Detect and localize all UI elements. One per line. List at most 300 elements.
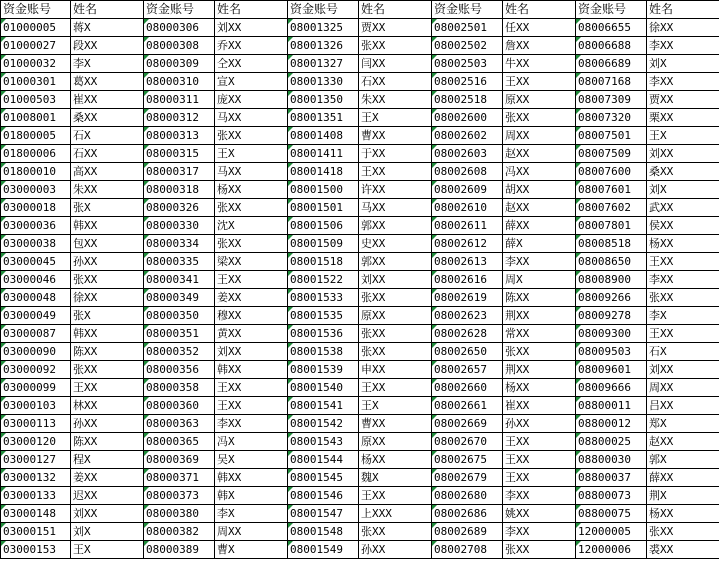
name-cell[interactable]: 杨XX: [359, 451, 432, 469]
name-cell[interactable]: 黄XX: [215, 325, 288, 343]
account-cell[interactable]: 08000313: [144, 127, 215, 145]
account-cell[interactable]: 08002689: [432, 523, 503, 541]
name-cell[interactable]: 薛XX: [503, 217, 576, 235]
name-cell[interactable]: 刘XX: [359, 271, 432, 289]
name-cell[interactable]: 周XX: [503, 127, 576, 145]
name-cell[interactable]: 仝XX: [215, 55, 288, 73]
name-cell[interactable]: 詹XX: [503, 37, 576, 55]
name-cell[interactable]: 徐XX: [647, 19, 719, 37]
account-cell[interactable]: 08001326: [288, 37, 359, 55]
name-cell[interactable]: 常XX: [503, 325, 576, 343]
name-cell[interactable]: 桑XX: [647, 163, 719, 181]
account-cell[interactable]: 08001544: [288, 451, 359, 469]
account-cell[interactable]: 03000127: [1, 451, 71, 469]
account-cell[interactable]: 08009503: [576, 343, 647, 361]
name-cell[interactable]: 刘XX: [71, 505, 144, 523]
account-cell[interactable]: 08007602: [576, 199, 647, 217]
account-cell[interactable]: 08800025: [576, 433, 647, 451]
name-cell[interactable]: 曹XX: [359, 415, 432, 433]
name-cell[interactable]: 张X: [71, 307, 144, 325]
account-cell[interactable]: 08009666: [576, 379, 647, 397]
account-cell[interactable]: 08001547: [288, 505, 359, 523]
account-cell[interactable]: 01008001: [1, 109, 71, 127]
name-cell[interactable]: 贾XX: [647, 91, 719, 109]
account-cell[interactable]: 08000335: [144, 253, 215, 271]
name-cell[interactable]: 张XX: [71, 271, 144, 289]
name-cell[interactable]: 马XX: [215, 163, 288, 181]
account-cell[interactable]: 08000365: [144, 433, 215, 451]
account-cell[interactable]: 01000301: [1, 73, 71, 91]
name-cell[interactable]: 曹XX: [359, 127, 432, 145]
name-cell[interactable]: 王X: [359, 397, 432, 415]
account-cell[interactable]: 08002650: [432, 343, 503, 361]
name-cell[interactable]: 李X: [71, 55, 144, 73]
account-cell[interactable]: 08002603: [432, 145, 503, 163]
name-cell[interactable]: 刘X: [647, 55, 719, 73]
name-cell[interactable]: 林XX: [71, 397, 144, 415]
account-cell[interactable]: 08002669: [432, 415, 503, 433]
name-cell[interactable]: 王XX: [647, 253, 719, 271]
name-cell[interactable]: 王XX: [215, 379, 288, 397]
name-cell[interactable]: 郭XX: [359, 253, 432, 271]
account-cell[interactable]: 08000341: [144, 271, 215, 289]
name-cell[interactable]: 周XX: [647, 379, 719, 397]
name-cell[interactable]: 贾XX: [359, 19, 432, 37]
account-cell[interactable]: 01000503: [1, 91, 71, 109]
account-cell[interactable]: 08000380: [144, 505, 215, 523]
account-cell[interactable]: 08001540: [288, 379, 359, 397]
name-cell[interactable]: 姜XX: [215, 289, 288, 307]
name-cell[interactable]: 李XX: [647, 73, 719, 91]
name-cell[interactable]: 牛XX: [503, 55, 576, 73]
name-cell[interactable]: 李XX: [647, 37, 719, 55]
account-cell[interactable]: 08000350: [144, 307, 215, 325]
account-cell[interactable]: 12000005: [576, 523, 647, 541]
name-cell[interactable]: 王XX: [215, 271, 288, 289]
name-cell[interactable]: 荆XX: [503, 307, 576, 325]
account-cell[interactable]: 08007600: [576, 163, 647, 181]
name-cell[interactable]: 张XX: [503, 109, 576, 127]
account-cell[interactable]: 08009601: [576, 361, 647, 379]
account-cell[interactable]: 08002602: [432, 127, 503, 145]
account-cell[interactable]: 08000371: [144, 469, 215, 487]
account-cell[interactable]: 03000092: [1, 361, 71, 379]
name-cell[interactable]: 吕XX: [647, 397, 719, 415]
name-cell[interactable]: 马XX: [215, 109, 288, 127]
name-cell[interactable]: 穆XX: [215, 307, 288, 325]
account-cell[interactable]: 08001330: [288, 73, 359, 91]
name-cell[interactable]: 赵XX: [647, 433, 719, 451]
account-cell[interactable]: 08000373: [144, 487, 215, 505]
name-cell[interactable]: 张XX: [215, 199, 288, 217]
account-cell[interactable]: 08000352: [144, 343, 215, 361]
name-cell[interactable]: 周XX: [215, 523, 288, 541]
name-cell[interactable]: 张XX: [215, 235, 288, 253]
account-cell[interactable]: 08001518: [288, 253, 359, 271]
name-cell[interactable]: 李XX: [503, 253, 576, 271]
name-cell[interactable]: 韩XX: [215, 469, 288, 487]
name-cell[interactable]: 任XX: [503, 19, 576, 37]
name-cell[interactable]: 孙XX: [359, 541, 432, 559]
name-cell[interactable]: 宣X: [215, 73, 288, 91]
name-cell[interactable]: 王X: [215, 145, 288, 163]
account-cell[interactable]: 08002708: [432, 541, 503, 559]
name-cell[interactable]: 薛XX: [647, 469, 719, 487]
name-cell[interactable]: 刘XX: [215, 343, 288, 361]
account-cell[interactable]: 08000312: [144, 109, 215, 127]
name-cell[interactable]: 侯XX: [647, 217, 719, 235]
account-cell[interactable]: 08001327: [288, 55, 359, 73]
account-cell[interactable]: 03000099: [1, 379, 71, 397]
header-name[interactable]: 姓名: [359, 1, 432, 19]
name-cell[interactable]: 杨XX: [647, 235, 719, 253]
name-cell[interactable]: 张XX: [359, 343, 432, 361]
account-cell[interactable]: 08800012: [576, 415, 647, 433]
account-cell[interactable]: 08002619: [432, 289, 503, 307]
name-cell[interactable]: 王XX: [359, 487, 432, 505]
name-cell[interactable]: 刘XX: [215, 19, 288, 37]
account-cell[interactable]: 08006689: [576, 55, 647, 73]
account-cell[interactable]: 08000317: [144, 163, 215, 181]
name-cell[interactable]: 王XX: [215, 397, 288, 415]
name-cell[interactable]: 王XX: [503, 433, 576, 451]
name-cell[interactable]: 张XX: [359, 37, 432, 55]
name-cell[interactable]: 王XX: [503, 73, 576, 91]
account-cell[interactable]: 03000153: [1, 541, 71, 559]
account-cell[interactable]: 08000315: [144, 145, 215, 163]
name-cell[interactable]: 闫XX: [359, 55, 432, 73]
account-cell[interactable]: 08002610: [432, 199, 503, 217]
name-cell[interactable]: 上XXX: [359, 505, 432, 523]
name-cell[interactable]: 栗XX: [647, 109, 719, 127]
account-cell[interactable]: 08006655: [576, 19, 647, 37]
name-cell[interactable]: 陈XX: [503, 289, 576, 307]
account-cell[interactable]: 01000032: [1, 55, 71, 73]
name-cell[interactable]: 孙XX: [71, 253, 144, 271]
account-cell[interactable]: 08001501: [288, 199, 359, 217]
name-cell[interactable]: 杨XX: [647, 505, 719, 523]
name-cell[interactable]: 王XX: [647, 325, 719, 343]
account-cell[interactable]: 08007601: [576, 181, 647, 199]
account-cell[interactable]: 08001418: [288, 163, 359, 181]
account-cell[interactable]: 08001548: [288, 523, 359, 541]
account-cell[interactable]: 08000369: [144, 451, 215, 469]
account-cell[interactable]: 08002613: [432, 253, 503, 271]
name-cell[interactable]: 王X: [71, 541, 144, 559]
name-cell[interactable]: 魏X: [359, 469, 432, 487]
account-cell[interactable]: 08001546: [288, 487, 359, 505]
account-cell[interactable]: 08002609: [432, 181, 503, 199]
name-cell[interactable]: 崔XX: [71, 91, 144, 109]
name-cell[interactable]: 张XX: [503, 343, 576, 361]
name-cell[interactable]: 孙XX: [71, 415, 144, 433]
name-cell[interactable]: 李X: [647, 307, 719, 325]
name-cell[interactable]: 石XX: [71, 145, 144, 163]
name-cell[interactable]: 张XX: [359, 289, 432, 307]
name-cell[interactable]: 刘X: [71, 523, 144, 541]
account-cell[interactable]: 08002612: [432, 235, 503, 253]
account-cell[interactable]: 08007320: [576, 109, 647, 127]
header-name[interactable]: 姓名: [503, 1, 576, 19]
name-cell[interactable]: 陈XX: [71, 343, 144, 361]
name-cell[interactable]: 原XX: [359, 433, 432, 451]
account-cell[interactable]: 08000308: [144, 37, 215, 55]
account-cell[interactable]: 08001538: [288, 343, 359, 361]
name-cell[interactable]: 朱XX: [71, 181, 144, 199]
account-cell[interactable]: 12000006: [576, 541, 647, 559]
name-cell[interactable]: 迟XX: [71, 487, 144, 505]
name-cell[interactable]: 荆X: [647, 487, 719, 505]
name-cell[interactable]: 马XX: [359, 199, 432, 217]
name-cell[interactable]: 周X: [503, 271, 576, 289]
account-cell[interactable]: 08001536: [288, 325, 359, 343]
name-cell[interactable]: 石XX: [359, 73, 432, 91]
account-cell[interactable]: 08002600: [432, 109, 503, 127]
name-cell[interactable]: 赵XX: [503, 145, 576, 163]
header-account[interactable]: 资金账号: [1, 1, 71, 19]
name-cell[interactable]: 韩X: [215, 487, 288, 505]
name-cell[interactable]: 张XX: [359, 523, 432, 541]
name-cell[interactable]: 郭X: [647, 451, 719, 469]
account-cell[interactable]: 08002680: [432, 487, 503, 505]
name-cell[interactable]: 朱XX: [359, 91, 432, 109]
name-cell[interactable]: 王XX: [71, 379, 144, 397]
account-cell[interactable]: 08000311: [144, 91, 215, 109]
account-cell[interactable]: 08000363: [144, 415, 215, 433]
header-name[interactable]: 姓名: [647, 1, 719, 19]
account-cell[interactable]: 08000309: [144, 55, 215, 73]
account-cell[interactable]: 03000003: [1, 181, 71, 199]
account-cell[interactable]: 08002675: [432, 451, 503, 469]
account-cell[interactable]: 08001411: [288, 145, 359, 163]
name-cell[interactable]: 李XX: [503, 523, 576, 541]
account-cell[interactable]: 03000048: [1, 289, 71, 307]
account-cell[interactable]: 08002679: [432, 469, 503, 487]
name-cell[interactable]: 刘X: [647, 181, 719, 199]
account-cell[interactable]: 03000049: [1, 307, 71, 325]
account-cell[interactable]: 08001535: [288, 307, 359, 325]
name-cell[interactable]: 张XX: [647, 523, 719, 541]
account-cell[interactable]: 08006688: [576, 37, 647, 55]
name-cell[interactable]: 郭XX: [359, 217, 432, 235]
name-cell[interactable]: 吴X: [215, 451, 288, 469]
name-cell[interactable]: 史XX: [359, 235, 432, 253]
name-cell[interactable]: 程X: [71, 451, 144, 469]
account-cell[interactable]: 08002502: [432, 37, 503, 55]
account-cell[interactable]: 03000120: [1, 433, 71, 451]
account-cell[interactable]: 08002516: [432, 73, 503, 91]
name-cell[interactable]: 荆XX: [503, 361, 576, 379]
name-cell[interactable]: 徐XX: [71, 289, 144, 307]
name-cell[interactable]: 王X: [359, 109, 432, 127]
name-cell[interactable]: 李XX: [647, 271, 719, 289]
account-cell[interactable]: 08000382: [144, 523, 215, 541]
account-cell[interactable]: 08000358: [144, 379, 215, 397]
account-cell[interactable]: 08001542: [288, 415, 359, 433]
account-cell[interactable]: 08001500: [288, 181, 359, 199]
account-cell[interactable]: 08007509: [576, 145, 647, 163]
header-name[interactable]: 姓名: [71, 1, 144, 19]
account-cell[interactable]: 08009278: [576, 307, 647, 325]
account-cell[interactable]: 08000326: [144, 199, 215, 217]
name-cell[interactable]: 冯X: [215, 433, 288, 451]
name-cell[interactable]: 张XX: [503, 541, 576, 559]
account-cell[interactable]: 08000349: [144, 289, 215, 307]
account-cell[interactable]: 08002686: [432, 505, 503, 523]
account-cell[interactable]: 08001541: [288, 397, 359, 415]
name-cell[interactable]: 陈XX: [71, 433, 144, 451]
account-cell[interactable]: 03000018: [1, 199, 71, 217]
name-cell[interactable]: 王XX: [503, 469, 576, 487]
name-cell[interactable]: 郑X: [647, 415, 719, 433]
name-cell[interactable]: 武XX: [647, 199, 719, 217]
account-cell[interactable]: 08002611: [432, 217, 503, 235]
name-cell[interactable]: 乔XX: [215, 37, 288, 55]
account-cell[interactable]: 08002628: [432, 325, 503, 343]
account-cell[interactable]: 08000360: [144, 397, 215, 415]
name-cell[interactable]: 张XX: [71, 361, 144, 379]
account-cell[interactable]: 08001408: [288, 127, 359, 145]
header-account[interactable]: 资金账号: [144, 1, 215, 19]
account-cell[interactable]: 03000087: [1, 325, 71, 343]
account-cell[interactable]: 03000038: [1, 235, 71, 253]
account-cell[interactable]: 08002670: [432, 433, 503, 451]
name-cell[interactable]: 梁XX: [215, 253, 288, 271]
account-cell[interactable]: 08000356: [144, 361, 215, 379]
name-cell[interactable]: 王X: [647, 127, 719, 145]
account-cell[interactable]: 08001509: [288, 235, 359, 253]
header-account[interactable]: 资金账号: [288, 1, 359, 19]
account-cell[interactable]: 03000046: [1, 271, 71, 289]
account-cell[interactable]: 08001539: [288, 361, 359, 379]
account-cell[interactable]: 08002661: [432, 397, 503, 415]
account-cell[interactable]: 03000113: [1, 415, 71, 433]
account-cell[interactable]: 08008900: [576, 271, 647, 289]
name-cell[interactable]: 石X: [647, 343, 719, 361]
account-cell[interactable]: 08800030: [576, 451, 647, 469]
name-cell[interactable]: 冯XX: [503, 163, 576, 181]
name-cell[interactable]: 桑XX: [71, 109, 144, 127]
account-cell[interactable]: 08000330: [144, 217, 215, 235]
account-cell[interactable]: 01000027: [1, 37, 71, 55]
name-cell[interactable]: 于XX: [359, 145, 432, 163]
name-cell[interactable]: 原XX: [503, 91, 576, 109]
name-cell[interactable]: 高XX: [71, 163, 144, 181]
account-cell[interactable]: 03000148: [1, 505, 71, 523]
account-cell[interactable]: 08007501: [576, 127, 647, 145]
account-cell[interactable]: 08000389: [144, 541, 215, 559]
account-cell[interactable]: 08800037: [576, 469, 647, 487]
name-cell[interactable]: 蒋X: [71, 19, 144, 37]
account-cell[interactable]: 08007801: [576, 217, 647, 235]
name-cell[interactable]: 姚XX: [503, 505, 576, 523]
name-cell[interactable]: 申XX: [359, 361, 432, 379]
account-cell[interactable]: 08001545: [288, 469, 359, 487]
account-cell[interactable]: 08000306: [144, 19, 215, 37]
name-cell[interactable]: 韩XX: [215, 361, 288, 379]
name-cell[interactable]: 王XX: [359, 163, 432, 181]
name-cell[interactable]: 沈X: [215, 217, 288, 235]
account-cell[interactable]: 08000318: [144, 181, 215, 199]
name-cell[interactable]: 刘XX: [647, 145, 719, 163]
name-cell[interactable]: 张XX: [215, 127, 288, 145]
account-cell[interactable]: 03000045: [1, 253, 71, 271]
name-cell[interactable]: 韩XX: [71, 217, 144, 235]
account-cell[interactable]: 01800010: [1, 163, 71, 181]
account-cell[interactable]: 08000351: [144, 325, 215, 343]
account-cell[interactable]: 08001549: [288, 541, 359, 559]
name-cell[interactable]: 李X: [215, 505, 288, 523]
account-cell[interactable]: 08008518: [576, 235, 647, 253]
header-account[interactable]: 资金账号: [432, 1, 503, 19]
account-cell[interactable]: 03000132: [1, 469, 71, 487]
name-cell[interactable]: 原XX: [359, 307, 432, 325]
account-cell[interactable]: 08007309: [576, 91, 647, 109]
account-cell[interactable]: 08001506: [288, 217, 359, 235]
account-cell[interactable]: 08002518: [432, 91, 503, 109]
account-cell[interactable]: 08000334: [144, 235, 215, 253]
account-cell[interactable]: 01000005: [1, 19, 71, 37]
account-cell[interactable]: 08001522: [288, 271, 359, 289]
name-cell[interactable]: 王XX: [503, 451, 576, 469]
name-cell[interactable]: 胡XX: [503, 181, 576, 199]
name-cell[interactable]: 姜XX: [71, 469, 144, 487]
account-cell[interactable]: 08002608: [432, 163, 503, 181]
name-cell[interactable]: 曹X: [215, 541, 288, 559]
account-cell[interactable]: 08000310: [144, 73, 215, 91]
account-cell[interactable]: 08002501: [432, 19, 503, 37]
account-cell[interactable]: 08008650: [576, 253, 647, 271]
account-cell[interactable]: 03000036: [1, 217, 71, 235]
name-cell[interactable]: 赵XX: [503, 199, 576, 217]
name-cell[interactable]: 薛X: [503, 235, 576, 253]
account-cell[interactable]: 08002623: [432, 307, 503, 325]
name-cell[interactable]: 刘XX: [647, 361, 719, 379]
name-cell[interactable]: 李XX: [215, 415, 288, 433]
account-cell[interactable]: 08800073: [576, 487, 647, 505]
account-cell[interactable]: 08001351: [288, 109, 359, 127]
name-cell[interactable]: 李XX: [503, 487, 576, 505]
name-cell[interactable]: 许XX: [359, 181, 432, 199]
name-cell[interactable]: 包XX: [71, 235, 144, 253]
account-cell[interactable]: 08009300: [576, 325, 647, 343]
account-cell[interactable]: 08002657: [432, 361, 503, 379]
account-cell[interactable]: 01800006: [1, 145, 71, 163]
name-cell[interactable]: 裘XX: [647, 541, 719, 559]
account-cell[interactable]: 08002616: [432, 271, 503, 289]
account-cell[interactable]: 08009266: [576, 289, 647, 307]
name-cell[interactable]: 孙XX: [503, 415, 576, 433]
account-cell[interactable]: 08001325: [288, 19, 359, 37]
account-cell[interactable]: 08002503: [432, 55, 503, 73]
name-cell[interactable]: 韩XX: [71, 325, 144, 343]
account-cell[interactable]: 08001350: [288, 91, 359, 109]
account-cell[interactable]: 08001533: [288, 289, 359, 307]
account-cell[interactable]: 08001543: [288, 433, 359, 451]
name-cell[interactable]: 杨XX: [503, 379, 576, 397]
name-cell[interactable]: 张X: [71, 199, 144, 217]
account-cell[interactable]: 03000103: [1, 397, 71, 415]
name-cell[interactable]: 石X: [71, 127, 144, 145]
account-cell[interactable]: 08007168: [576, 73, 647, 91]
name-cell[interactable]: 崔XX: [503, 397, 576, 415]
name-cell[interactable]: 张XX: [647, 289, 719, 307]
header-account[interactable]: 资金账号: [576, 1, 647, 19]
account-cell[interactable]: 03000133: [1, 487, 71, 505]
account-cell[interactable]: 03000090: [1, 343, 71, 361]
account-cell[interactable]: 08800011: [576, 397, 647, 415]
account-cell[interactable]: 03000151: [1, 523, 71, 541]
